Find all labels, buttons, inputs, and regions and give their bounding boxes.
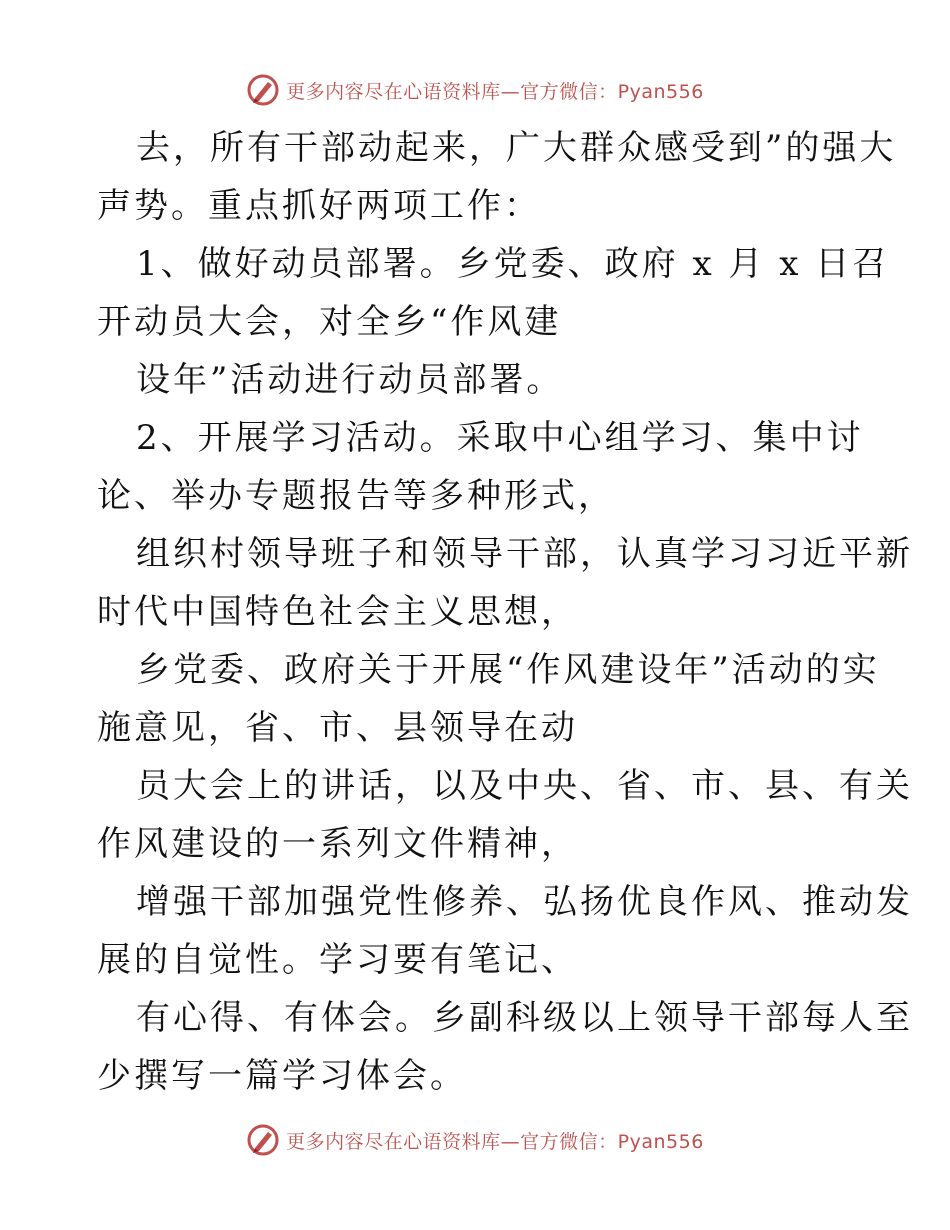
footer-watermark-text: 更多内容尽在心语资料库—官方微信：Pyan556 (286, 1130, 704, 1153)
text-line: 声势。重点抓好两项工作： (97, 186, 541, 226)
text-line: 组织村领导班子和领导干部，认真学习习近平新 (136, 534, 913, 574)
text-line: 2、开展学习活动。采取中心组学习、集中讨 (136, 418, 864, 458)
header-watermark-text: 更多内容尽在心语资料库—官方微信：Pyan556 (286, 80, 704, 103)
text-line: 1、做好动员部署。乡党委、政府 x 月 x 日召 (136, 244, 890, 284)
text-line: 展的自觉性。学习要有笔记、 (97, 940, 578, 980)
text-line: 乡党委、政府关于开展“作风建设年”活动的实 (136, 650, 880, 690)
text-line: 时代中国特色社会主义思想， (97, 592, 578, 632)
text-line: 作风建设的一系列文件精神， (97, 824, 578, 864)
text-line: 开动员大会，对全乡“作风建 (97, 302, 562, 342)
text-line: 有心得、有体会。乡副科级以上领导干部每人至 (136, 998, 913, 1038)
text-line: 设年”活动进行动员部署。 (136, 360, 564, 400)
text-line: 少撰写一篇学习体会。 (97, 1056, 467, 1096)
text-line: 增强干部加强党性修养、弘扬优良作风、推动发 (136, 882, 913, 922)
footer-watermark (0, 1120, 950, 1160)
text-line: 论、举办专题报告等多种形式， (97, 476, 615, 516)
text-line: 去，所有干部动起来，广大群众感受到”的强大 (136, 128, 897, 168)
text-line: 施意见，省、市、县领导在动 (97, 708, 578, 748)
text-line: 员大会上的讲话，以及中央、省、市、县、有关 (136, 766, 913, 806)
pen-logo-icon (246, 1123, 280, 1157)
